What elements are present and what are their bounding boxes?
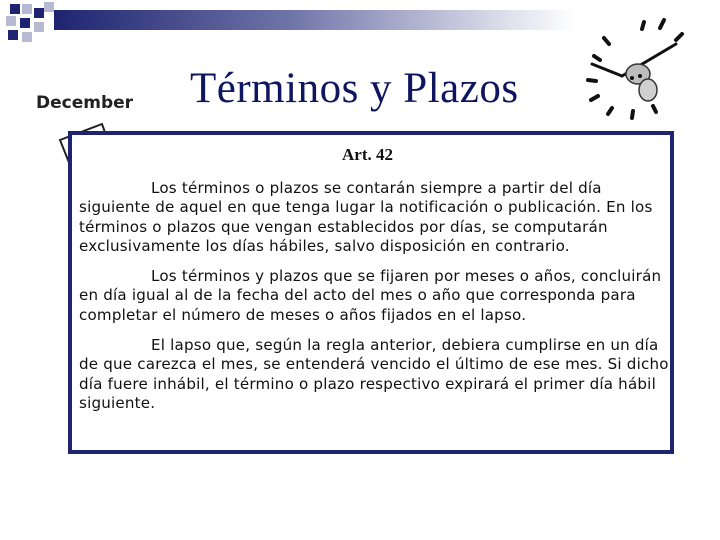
decorative-square <box>10 4 20 14</box>
decorative-square <box>20 18 30 28</box>
decorative-square <box>44 2 54 12</box>
article-body <box>79 179 669 424</box>
decorative-square <box>34 8 44 18</box>
paragraph: Los términos o plazos se contarán siempre a partir del día siguiente de aquel en que tenga lugar la notificación o publicación. En los términos o plazos que vengan establecidos por días, se computarán exclusivamente los días hábiles, salvo disposición en contrario. <box>79 179 653 255</box>
decorative-square <box>22 4 32 14</box>
content-box <box>68 131 674 454</box>
header-gradient-band <box>54 10 576 30</box>
decorative-square <box>34 22 44 32</box>
calendar-month-label: December <box>36 93 134 113</box>
decorative-square <box>6 16 16 26</box>
decorative-square <box>8 30 18 40</box>
wall-clock-icon <box>578 14 694 122</box>
article-number: Art. 42 <box>342 145 393 164</box>
page-title: Términos y Plazos <box>190 65 519 112</box>
paragraph: Los términos y plazos que se fijaren por meses o años, concluirán en día igual al de la fecha del acto del mes o año que corresponda para completar el número de meses o años fijados en el lapso. <box>79 267 662 324</box>
paragraph: El lapso que, según la regla anterior, debiera cumplirse en un día de que carezca el mes, se entenderá vencido el último de ese mes. Si dicho día fuere inhábil, el término o plazo respectivo expirará el primer día hábil siguiente. <box>79 336 669 412</box>
decorative-square <box>22 32 32 42</box>
